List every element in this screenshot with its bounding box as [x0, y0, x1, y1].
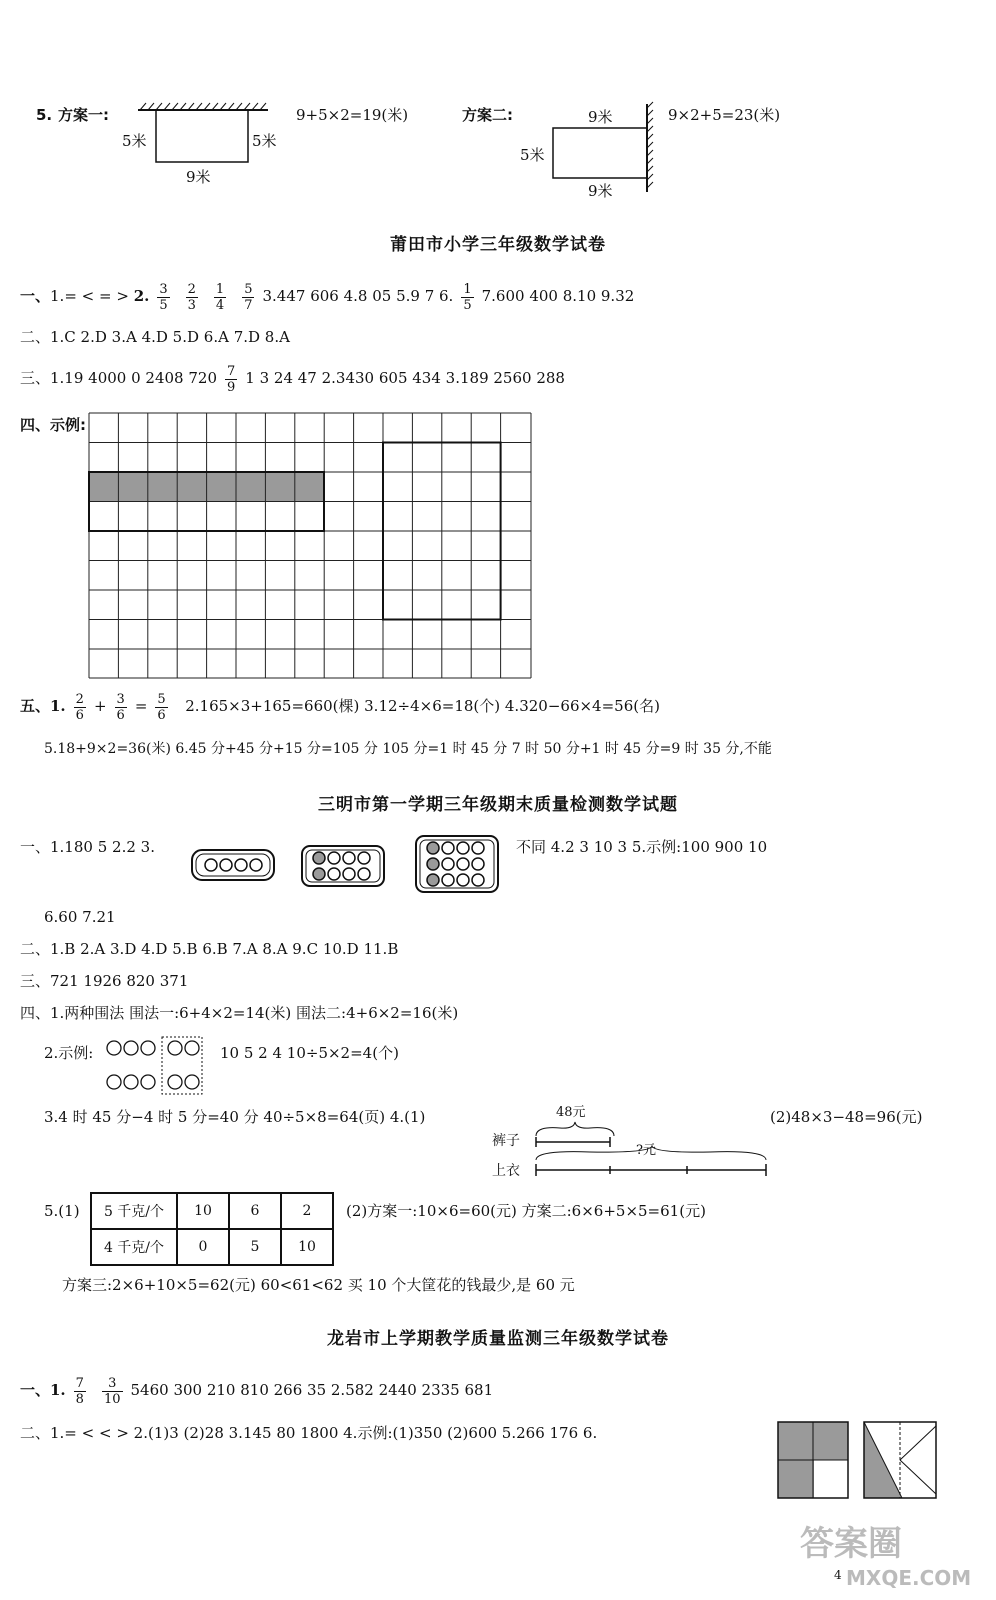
table-row: [91, 1229, 333, 1265]
table-cell: 5: [229, 1229, 281, 1265]
sanming-s2: 二、1.B 2.A 3.D 4.D 5.B 6.B 7.A 8.A 9.C 10.D 11.B: [20, 940, 399, 958]
plan1-dim-bottom: 9米: [186, 168, 211, 186]
fraction: $\frac{3}{10}$: [103, 1375, 121, 1407]
equals-sign: =: [134, 697, 148, 715]
putian-s3-b: 1 3 24 47 2.3430 605 434 3.189 2560 288: [245, 369, 565, 387]
putian-s5-b: 5.18+9×2=36(米) 6.45 分+45 分+15 分=105 分 105 分=1 时 45 分 7 时 50 分+1 时 45 分=9 时 35 分,不能: [44, 741, 772, 757]
sanming-s4-3: 3.4 时 45 分−4 时 5 分=40 分 40÷5×8=64(页) 4.(1): [44, 1108, 426, 1126]
table-cell: 4 千克/个: [91, 1229, 177, 1265]
putian-s5-a: 2.165×3+165=660(棵) 3.12÷4×6=18(个) 4.320−66×4=56(名): [185, 697, 660, 715]
fraction: $\frac{7}{9}$: [227, 363, 236, 395]
plan1-dim-right: 5米: [252, 132, 277, 150]
table-cell: 10: [281, 1229, 333, 1265]
fraction: $\frac{7}{8}$: [75, 1375, 84, 1407]
putian-s1-b: 3.447 606 4.8 05 5.9 7 6.: [262, 287, 454, 305]
putian-s1-n2: 2.: [133, 287, 150, 305]
sanming-s4-4b: (2)48×3−48=96(元): [770, 1108, 923, 1126]
sanming-s4-2a: 2.示例:: [44, 1044, 94, 1062]
fraction: $\frac{3}{6}$: [116, 691, 125, 723]
sanming-s1-c: 6.60 7.21: [44, 908, 116, 926]
fraction: $\frac{2}{3}$: [187, 281, 196, 313]
sanming-s4-2b: 10 5 2 4 10÷5×2=4(个): [220, 1044, 399, 1062]
fraction: $\frac{5}{7}$: [244, 281, 253, 313]
table-cell: 6: [229, 1193, 281, 1229]
segment-label-q: ?元: [636, 1143, 656, 1158]
plan2-dim-bottom: 9米: [588, 182, 613, 200]
watermark-logo: 答案圈: [800, 1524, 902, 1564]
longyan-s1-a: 5460 300 210 810 266 35 2.582 2440 2335 681: [130, 1381, 494, 1399]
top-num: 5.: [36, 106, 53, 124]
table-cell: 10: [177, 1193, 229, 1229]
fraction: $\frac{2}{6}$: [75, 691, 84, 723]
plan2-dim-left: 5米: [520, 146, 545, 164]
table-cell: 5 千克/个: [91, 1193, 177, 1229]
putian-s4-label: 四、示例:: [20, 416, 86, 434]
putian-s3-a: 三、1.19 4000 0 2408 720: [20, 369, 217, 387]
putian-s5-label: 五、1.: [20, 697, 66, 715]
plan1-formula: 9+5×2=19(米): [296, 106, 409, 124]
putian-s1: [20, 280, 634, 313]
segment-label-48: 48元: [556, 1105, 586, 1120]
sanming-s1-b: 不同 4.2 3 10 3 5.示例:100 900 10: [516, 838, 768, 856]
fraction: $\frac{3}{5}$: [159, 281, 168, 313]
plus-sign: +: [93, 697, 107, 715]
fraction: $\frac{1}{5}$: [463, 281, 472, 313]
counter-trays: [190, 834, 510, 894]
putian-s5-1: [20, 690, 660, 723]
comparison-table: [90, 1192, 334, 1266]
sanming-s4-1: 四、1.两种围法 围法一:6+4×2=14(米) 围法二:4+6×2=16(米): [20, 1004, 459, 1022]
plan2-dim-top: 9米: [588, 108, 613, 126]
sanming-s3: 三、721 1926 820 371: [20, 972, 189, 990]
plan1-dim-left: 5米: [122, 132, 147, 150]
longyan-s1: [20, 1374, 493, 1407]
sanming-s5-3: 方案三:2×6+10×5=62(元) 60<61<62 买 10 个大筐花的钱最少,是 60 元: [62, 1276, 575, 1294]
page-number: 4: [834, 1568, 842, 1582]
plan1-label: 方案一:: [58, 106, 109, 124]
putian-s2: 二、1.C 2.D 3.A 4.D 5.D 6.A 7.D 8.A: [20, 328, 290, 346]
pants-label: 裤子: [492, 1133, 520, 1149]
fraction: $\frac{1}{4}$: [215, 281, 225, 313]
sanming-s5-num: 5.(1): [44, 1202, 80, 1220]
putian-s3: [20, 362, 565, 395]
watermark-url: MXQE.COM: [846, 1566, 972, 1590]
sanming-title: 三明市第一学期三年级期末质量检测数学试题: [318, 795, 678, 815]
plan2-formula: 9×2+5=23(米): [668, 106, 781, 124]
segment-diagram: [530, 1120, 775, 1180]
putian-title: 莆田市小学三年级数学试卷: [390, 235, 606, 255]
coat-label: 上衣: [492, 1163, 520, 1179]
putian-s1-label: 一、: [20, 287, 51, 305]
fraction: $\frac{5}{6}$: [157, 691, 166, 723]
putian-s1-c: 7.600 400 8.10 9.32: [481, 287, 635, 305]
sanming-s1-a: 一、1.180 5 2.2 3.: [20, 838, 155, 856]
longyan-s2: 二、1.= < < > 2.(1)3 (2)28 3.145 80 1800 4.示例:(1)350 (2)600 5.266 176 6.: [20, 1424, 598, 1442]
longyan-s1-label: 一、1.: [20, 1381, 66, 1399]
putian-s1-a: 1.= < = >: [50, 287, 134, 305]
table-cell: 2: [281, 1193, 333, 1229]
circle-groups: [104, 1036, 204, 1096]
longyan-title: 龙岩市上学期教学质量监测三年级数学试卷: [327, 1329, 669, 1349]
shaded-squares: [776, 1420, 941, 1512]
sanming-s5-2: (2)方案一:10×6=60(元) 方案二:6×6+5×5=61(元): [346, 1202, 706, 1220]
grid-drawing: [88, 412, 533, 680]
plan2-label: 方案二:: [462, 106, 513, 124]
table-row: [91, 1193, 333, 1229]
table-cell: 0: [177, 1229, 229, 1265]
